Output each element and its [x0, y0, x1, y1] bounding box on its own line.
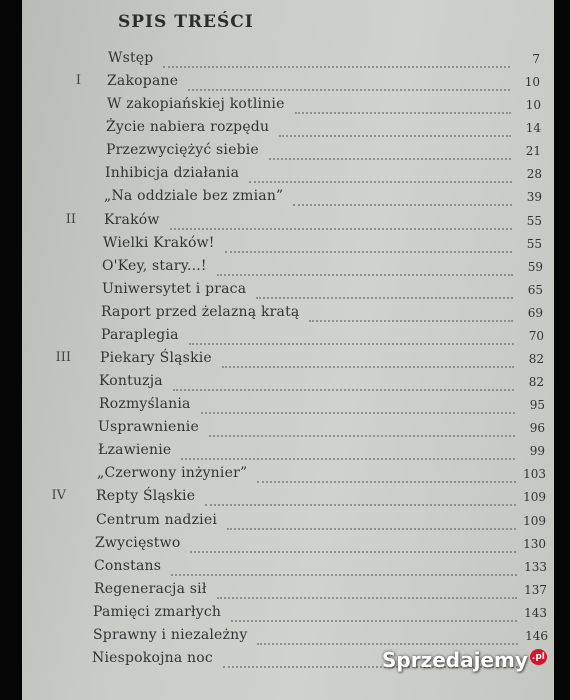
page-number: 109 — [523, 490, 546, 504]
section-title: Rozmyślania — [99, 396, 191, 412]
toc-entry — [22, 50, 554, 72]
toc-entry — [22, 212, 554, 234]
page-number: 7 — [532, 52, 540, 66]
page-number: 55 — [526, 237, 542, 251]
leader-dots — [269, 156, 511, 160]
page-number: 39 — [526, 190, 542, 204]
section-title: Centrum nadziei — [96, 512, 218, 528]
toc-entry — [22, 142, 554, 164]
section-title: Kontuzja — [99, 373, 163, 389]
page-number: 133 — [524, 560, 547, 574]
section-title: W zakopiańskiej kotlinie — [107, 96, 285, 112]
page-number: 10 — [524, 75, 540, 89]
section-title: Constans — [94, 558, 162, 574]
page-number: 146 — [525, 629, 548, 643]
leader-dots — [205, 502, 516, 506]
toc-entry — [22, 627, 554, 649]
chapter-title: Zakopane — [107, 73, 179, 89]
chapter-title: Kraków — [104, 212, 160, 228]
section-title: Pamięci zmarłych — [93, 604, 222, 620]
section-title: Wstęp — [108, 50, 154, 66]
chapter-numeral: III — [55, 350, 71, 365]
section-title: Przezwyciężyć siebie — [106, 142, 259, 158]
leader-dots — [173, 387, 514, 391]
book-page — [22, 0, 554, 700]
page-number: 55 — [526, 214, 542, 228]
page-number: 109 — [523, 514, 546, 528]
page-number: 103 — [523, 467, 546, 481]
leader-dots — [227, 526, 516, 530]
page-number: 99 — [529, 444, 545, 458]
leader-dots — [309, 318, 513, 322]
page-number: 96 — [529, 421, 545, 435]
chapter-title: Piekary Śląskie — [100, 350, 212, 366]
toc-entry — [22, 235, 554, 257]
page-number: 69 — [527, 306, 543, 320]
toc-entry — [22, 442, 554, 464]
leader-dots — [225, 249, 512, 253]
page-number: 14 — [525, 121, 541, 135]
toc-entry — [22, 350, 554, 372]
toc-entry — [22, 165, 554, 187]
page-number: 130 — [523, 537, 546, 551]
page-number: 28 — [526, 167, 542, 181]
section-title: Wielki Kraków! — [103, 235, 215, 251]
section-title: Życie nabiera rozpędu — [106, 119, 270, 135]
page-number: 59 — [527, 260, 543, 274]
section-title: Uniwersytet i praca — [102, 281, 247, 297]
section-title: Usprawnienie — [98, 419, 199, 435]
toc-entry — [22, 558, 554, 580]
leader-dots — [217, 595, 517, 599]
leader-dots — [163, 64, 510, 68]
toc-entry — [22, 581, 554, 603]
section-title: O'Key, stary...! — [102, 258, 207, 274]
section-title: „Na oddziale bez zmian” — [104, 188, 284, 204]
leader-dots — [189, 341, 514, 345]
leader-dots — [257, 641, 518, 645]
chapter-numeral: II — [65, 212, 76, 227]
toc-entry — [22, 73, 554, 95]
leader-dots — [209, 433, 515, 437]
toc-entry — [22, 604, 554, 626]
page-number: 137 — [524, 583, 547, 597]
leader-dots — [279, 133, 511, 137]
toc-entry — [22, 258, 554, 280]
toc-entry — [22, 373, 554, 395]
section-title: Regeneracja sił — [94, 581, 207, 597]
page-number: 143 — [524, 606, 547, 620]
leader-dots — [181, 456, 515, 460]
watermark-name: Sprzedajemy — [382, 648, 528, 672]
leader-dots — [256, 295, 513, 299]
chapter-title: Repty Śląskie — [96, 488, 196, 504]
page-title: SPIS TREŚCI — [118, 12, 254, 32]
toc-entry — [22, 535, 554, 557]
toc-entry — [22, 119, 554, 141]
leader-dots — [249, 179, 512, 183]
page-number: 82 — [528, 352, 544, 366]
page-number: 21 — [525, 144, 541, 158]
page-number: 70 — [528, 329, 544, 343]
leader-dots — [257, 479, 516, 483]
leader-dots — [190, 549, 516, 553]
leader-dots — [222, 364, 514, 368]
section-title: Niespokojna noc — [92, 650, 213, 666]
watermark-tld: .pl — [530, 649, 547, 665]
toc-entry — [22, 96, 554, 118]
chapter-numeral: I — [75, 73, 81, 88]
section-title: „Czerwony inżynier” — [97, 465, 248, 481]
page-number: 65 — [527, 283, 543, 297]
toc-entry — [22, 465, 554, 487]
section-title: Łzawienie — [98, 442, 172, 458]
leader-dots — [171, 572, 517, 576]
watermark-logo — [382, 648, 547, 672]
page-number: 10 — [525, 98, 541, 112]
toc-entry — [22, 188, 554, 210]
section-title: Zwycięstwo — [95, 535, 181, 551]
leader-dots — [231, 618, 517, 622]
leader-dots — [188, 87, 510, 91]
section-title: Sprawny i niezależny — [93, 627, 248, 643]
toc-entry — [22, 419, 554, 441]
section-title: Inhibicja działania — [105, 165, 240, 181]
toc-entry — [22, 281, 554, 303]
toc-entry — [22, 327, 554, 349]
leader-dots — [170, 226, 512, 230]
toc-entry — [22, 396, 554, 418]
leader-dots — [201, 410, 515, 414]
chapter-numeral: IV — [51, 488, 66, 503]
leader-dots — [293, 202, 512, 206]
page-number: 82 — [528, 375, 544, 389]
toc-entry — [22, 512, 554, 534]
section-title: Raport przed żelazną kratą — [101, 304, 300, 320]
section-title: Paraplegia — [101, 327, 179, 343]
page-number: 95 — [529, 398, 545, 412]
leader-dots — [217, 272, 513, 276]
toc-entry — [22, 488, 554, 510]
toc-entry — [22, 304, 554, 326]
leader-dots — [295, 110, 511, 114]
